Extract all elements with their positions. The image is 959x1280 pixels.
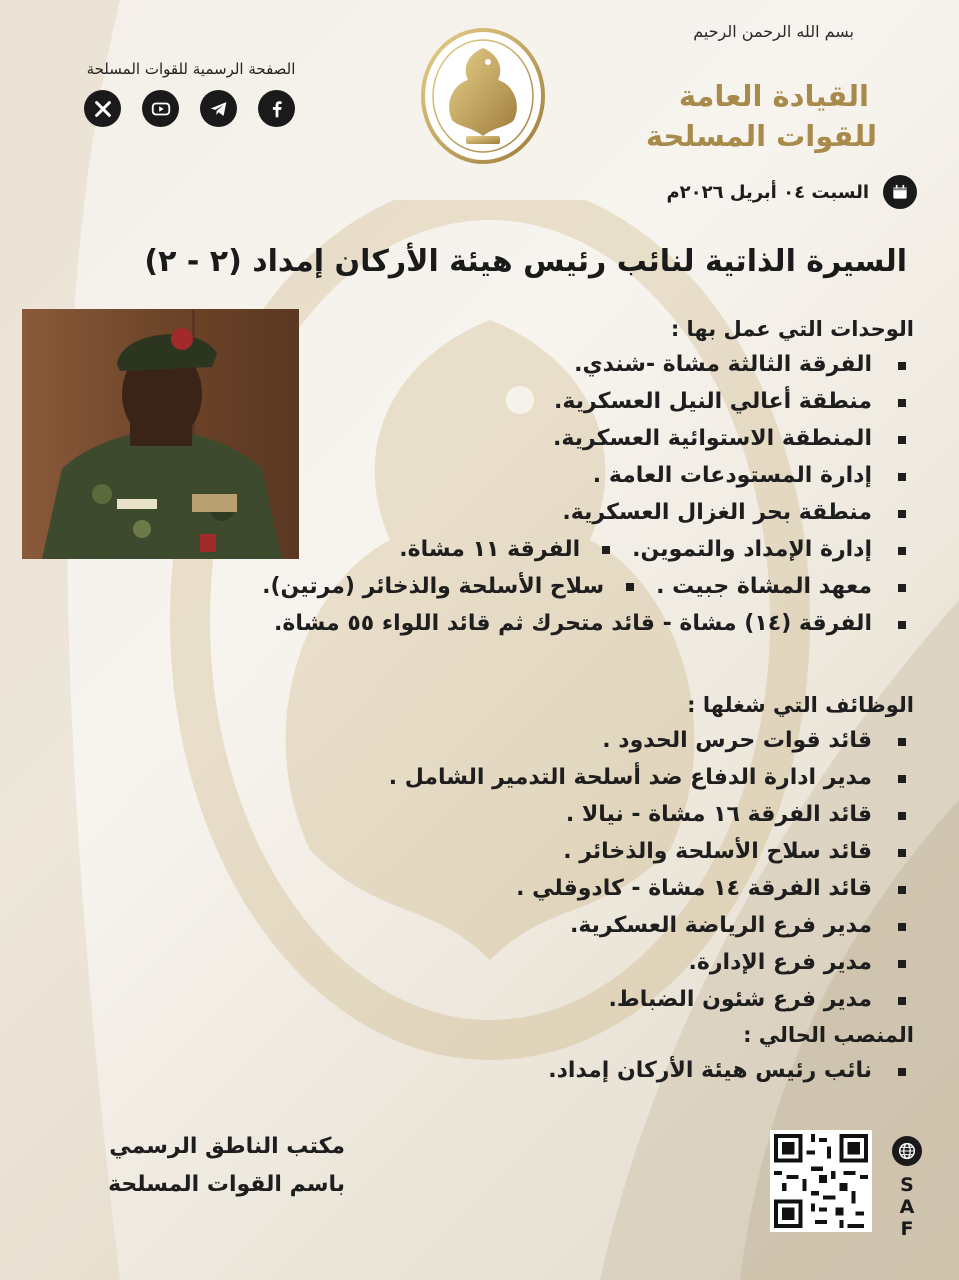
- list-item: قائد الفرقة ١٤ مشاة - كادوقلي .: [44, 870, 914, 907]
- list-item: الفرقة الثالثة مشاة -شندي.: [44, 346, 914, 383]
- units-list: [44, 346, 914, 642]
- list-item: قائد الفرقة ١٦ مشاة - نيالا .: [44, 796, 914, 833]
- saf-letter: F: [900, 1218, 914, 1240]
- basmala: بسم الله الرحمن الرحيم: [693, 22, 854, 41]
- date-text: السبت ٠٤ أبريل ٢٠٢٦م: [666, 181, 869, 203]
- date-row: [666, 175, 917, 209]
- saf-letter: S: [900, 1174, 914, 1196]
- bullet-separator: [602, 546, 610, 554]
- list-item-part: الفرقة ١١ مشاة.: [399, 537, 581, 562]
- list-item: مدير فرع الإدارة.: [44, 944, 914, 981]
- page-title: السيرة الذاتية لنائب رئيس هيئة الأركان إمداد (٢ - ٢): [144, 244, 907, 279]
- hq-title: [645, 76, 877, 156]
- bullet-separator: [626, 583, 634, 591]
- spokes-line-2: باسم القوات المسلحة: [108, 1172, 345, 1197]
- list-item: مدير فرع شئون الضباط.: [44, 981, 914, 1018]
- list-item: مدير ادارة الدفاع ضد أسلحة التدمير الشامل .: [44, 759, 914, 796]
- x-icon[interactable]: [84, 90, 121, 127]
- list-item: [44, 568, 914, 605]
- spokesperson-office: [55, 1128, 345, 1204]
- youtube-icon[interactable]: [142, 90, 179, 127]
- list-item: منطقة أعالي النيل العسكرية.: [44, 383, 914, 420]
- list-item-part: سلاح الأسلحة والذخائر (مرتين).: [262, 574, 605, 599]
- sudan-armed-forces-emblem: [418, 26, 548, 166]
- calendar-icon: [883, 175, 917, 209]
- biography-content: [44, 312, 914, 1089]
- saf-mark: [889, 1136, 925, 1240]
- list-item: نائب رئيس هيئة الأركان إمداد.: [44, 1052, 914, 1089]
- list-item: منطقة بحر الغزال العسكرية.: [44, 494, 914, 531]
- list-item: [44, 531, 914, 568]
- list-item-part: إدارة الإمداد والتموين.: [632, 537, 872, 562]
- official-page-label: الصفحة الرسمية للقوات المسلحة: [86, 60, 296, 78]
- list-item-part: معهد المشاة جبيت .: [656, 574, 872, 599]
- list-item: قائد سلاح الأسلحة والذخائر .: [44, 833, 914, 870]
- telegram-icon[interactable]: [200, 90, 237, 127]
- social-links: [84, 90, 295, 127]
- facebook-icon[interactable]: [258, 90, 295, 127]
- jobs-list: [44, 722, 914, 1018]
- current-position-list: [44, 1052, 914, 1089]
- qr-code[interactable]: [770, 1130, 872, 1232]
- globe-icon[interactable]: [892, 1136, 922, 1166]
- list-item: قائد قوات حرس الحدود .: [44, 722, 914, 759]
- units-heading: الوحدات التي عمل بها :: [670, 317, 914, 341]
- list-item: إدارة المستودعات العامة .: [44, 457, 914, 494]
- hq-line-1: القيادة العامة: [678, 79, 869, 113]
- spokes-line-1: مكتب الناطق الرسمي: [109, 1134, 345, 1159]
- saf-letter: A: [899, 1196, 915, 1218]
- list-item: مدير فرع الرياضة العسكرية.: [44, 907, 914, 944]
- list-item: المنطقة الاستوائية العسكرية.: [44, 420, 914, 457]
- list-item: الفرقة (١٤) مشاة - قائد متحرك ثم قائد اللواء ٥٥ مشاة.: [44, 605, 914, 642]
- jobs-heading: الوظائف التي شغلها :: [687, 693, 914, 717]
- current-position-heading: المنصب الحالي :: [743, 1023, 914, 1047]
- hq-line-2: للقوات المسلحة: [645, 119, 877, 153]
